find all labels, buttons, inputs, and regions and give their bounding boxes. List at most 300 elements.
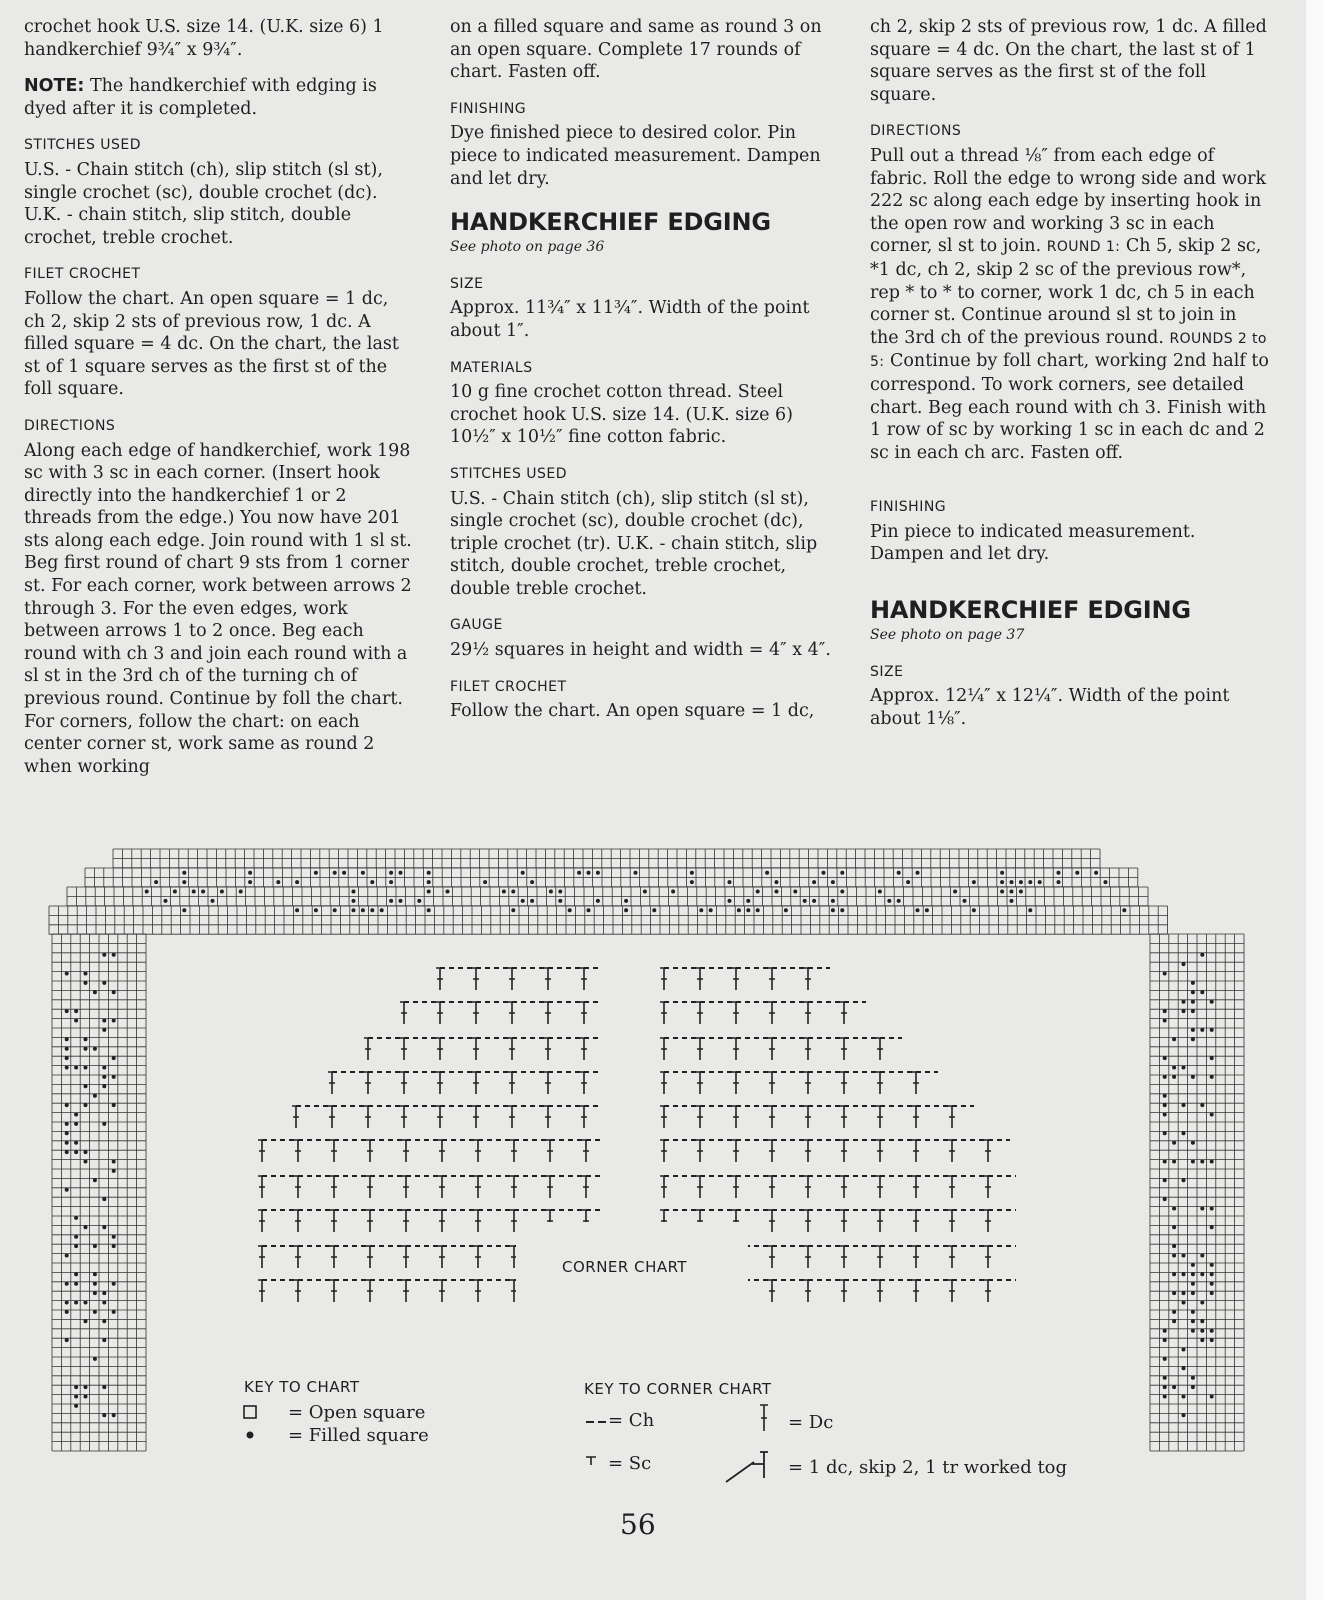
filet-heading: FILET CROCHET — [24, 266, 141, 283]
dc-symbol — [510, 1176, 518, 1198]
filled-square — [239, 890, 243, 894]
key-dc-text: = Dc — [788, 1412, 834, 1433]
dc-symbol — [696, 968, 704, 990]
see-photo-note: See photo on page 36 — [450, 239, 605, 256]
filled-square — [812, 899, 816, 903]
filled-square — [112, 990, 116, 994]
filled-square — [1172, 1075, 1176, 1079]
filled-square — [1163, 1338, 1167, 1342]
dc-symbol — [330, 1210, 338, 1232]
filet-grid — [49, 849, 1244, 1451]
filled-square — [1182, 1291, 1186, 1295]
filled-square — [1182, 1178, 1186, 1182]
key-sc-text: = Sc — [608, 1453, 652, 1474]
stitches-text: U.S. - Chain stitch (ch), slip stitch (sl st), single crochet (sc), double crochet (dc), triple crochet (tr). U.K. - chain stitch, slip stitch, double crochet, treble crochet, double treble crochet. — [450, 488, 818, 599]
dc-symbol — [696, 1140, 704, 1162]
see-photo-note: See photo on page 37 — [870, 627, 1025, 644]
dc-symbol — [292, 1106, 300, 1128]
note-label: NOTE: — [24, 76, 85, 97]
filled-square — [65, 1282, 69, 1286]
filled-square — [906, 880, 910, 884]
dc-symbol — [580, 1002, 588, 1024]
filled-square — [521, 871, 525, 875]
filled-square — [102, 1197, 106, 1201]
dc-symbol — [948, 1210, 956, 1232]
dc-symbol — [580, 1038, 588, 1060]
filled-square — [295, 908, 299, 912]
filled-square — [1200, 1254, 1204, 1258]
filled-square — [1019, 880, 1023, 884]
filled-square — [587, 871, 591, 875]
filled-square — [822, 871, 826, 875]
filled-square — [65, 1037, 69, 1041]
filled-square — [1163, 1075, 1167, 1079]
dc-symbol — [508, 968, 516, 990]
filled-square — [1210, 1113, 1214, 1117]
filled-square — [1210, 1329, 1214, 1333]
filled-square — [276, 880, 280, 884]
filled-square — [775, 890, 779, 894]
filled-square — [93, 1244, 97, 1248]
filled-square — [1182, 1272, 1186, 1276]
dc-symbol — [660, 1038, 668, 1060]
dc-symbol — [984, 1176, 992, 1198]
filled-square — [1200, 1028, 1204, 1032]
filled-square — [93, 1094, 97, 1098]
filled-square — [84, 1160, 88, 1164]
filled-square — [65, 1188, 69, 1192]
filled-square — [1210, 1272, 1214, 1276]
dc-symbol — [840, 1246, 848, 1268]
dc-symbol — [330, 1246, 338, 1268]
filled-square — [1210, 1338, 1214, 1342]
dc-symbol — [948, 1280, 956, 1302]
filled-square — [93, 1272, 97, 1276]
filled-square — [182, 880, 186, 884]
filled-square — [1010, 890, 1014, 894]
filled-square — [211, 899, 215, 903]
filled-square — [1057, 871, 1061, 875]
rounds-label: ROUNDS 2 to 5: — [870, 330, 1267, 371]
filled-square — [1094, 871, 1098, 875]
dc-symbol — [474, 1280, 482, 1302]
filled-square — [1075, 871, 1079, 875]
filled-square — [1191, 990, 1195, 994]
dc-symbol — [732, 1072, 740, 1094]
filled-square — [74, 1244, 78, 1248]
filled-square — [1163, 1197, 1167, 1201]
dc-symbol — [804, 1210, 812, 1232]
dc-symbol — [732, 1140, 740, 1162]
directions-heading: DIRECTIONS — [24, 417, 116, 434]
dc-symbol — [580, 1106, 588, 1128]
dc-symbol — [912, 1106, 920, 1128]
corner-chart-label: CORNER CHART — [562, 1258, 688, 1276]
dc-symbol — [876, 1106, 884, 1128]
filled-square — [248, 880, 252, 884]
filled-square — [145, 890, 149, 894]
filled-square — [1172, 1225, 1176, 1229]
filled-square — [1010, 899, 1014, 903]
filled-square — [74, 1235, 78, 1239]
filled-square — [1200, 1160, 1204, 1164]
filled-square — [587, 908, 591, 912]
filled-square — [624, 899, 628, 903]
filled-square — [925, 908, 929, 912]
filled-square — [1200, 1301, 1204, 1305]
dc-symbol — [508, 1038, 516, 1060]
finishing-text: Pin piece to indicated measurement. Dampen and let dry. — [870, 521, 1196, 565]
filled-square — [84, 1150, 88, 1154]
filled-square — [93, 990, 97, 994]
filled-square — [1191, 1000, 1195, 1004]
dc-symbol — [366, 1210, 374, 1232]
filled-square — [1191, 1160, 1195, 1164]
filled-square — [1172, 1244, 1176, 1248]
size-text: Approx. 12¼″ x 12¼″. Width of the point about 1⅛″. — [870, 686, 1230, 729]
dc-symbol — [438, 1210, 446, 1232]
filled-square — [1191, 1329, 1195, 1333]
page-number: 56 — [620, 1508, 656, 1541]
filled-square — [1172, 1066, 1176, 1070]
dc-symbol — [840, 1210, 848, 1232]
dc-symbol — [582, 1140, 590, 1162]
filled-square — [1163, 1395, 1167, 1399]
filled-square — [1200, 1207, 1204, 1211]
filled-square — [1210, 1075, 1214, 1079]
filled-square — [728, 880, 732, 884]
filled-square — [74, 1009, 78, 1013]
filled-square — [1163, 1056, 1167, 1060]
filled-square — [1057, 880, 1061, 884]
filet-heading: FILET CROCHET — [450, 678, 567, 695]
filled-square — [690, 880, 694, 884]
filled-square — [154, 880, 158, 884]
dc-symbol — [804, 968, 812, 990]
dc-symbol — [364, 1038, 372, 1060]
dc-symbol — [330, 1176, 338, 1198]
filled-square — [1191, 1319, 1195, 1323]
filled-square — [1182, 1009, 1186, 1013]
filled-square — [380, 908, 384, 912]
filled-square — [1172, 1385, 1176, 1389]
filled-square — [112, 1169, 116, 1173]
dc-symbol — [438, 1176, 446, 1198]
dc-symbol — [366, 1280, 374, 1302]
dc-symbol — [364, 1072, 372, 1094]
dc-symbol — [660, 968, 668, 990]
round1-label: ROUND 1: — [1046, 239, 1121, 256]
filled-square-icon — [247, 1432, 254, 1439]
filled-square — [65, 1150, 69, 1154]
dc-symbol — [804, 1140, 812, 1162]
continued-text: on a filled square and same as round 3 on an open square. Complete 17 rounds of chart. Fasten off. — [450, 17, 822, 83]
filled-square — [399, 871, 403, 875]
filled-square — [1163, 1094, 1167, 1098]
filled-square — [65, 1141, 69, 1145]
dc-symbol — [660, 1106, 668, 1128]
filled-square — [65, 1056, 69, 1060]
dc-symbol — [840, 1140, 848, 1162]
filled-square — [112, 1103, 116, 1107]
filled-square — [93, 1047, 97, 1051]
filled-square — [84, 1225, 88, 1229]
dc-symbol — [804, 1246, 812, 1268]
dc-symbol — [732, 1002, 740, 1024]
dc-symbol — [984, 1210, 992, 1232]
dc-key-icon — [760, 1405, 768, 1431]
dc-symbol — [804, 1038, 812, 1060]
filled-square — [84, 972, 88, 976]
key-ch-text: = Ch — [608, 1410, 655, 1431]
filled-square — [102, 1291, 106, 1295]
filled-square — [1172, 1272, 1176, 1276]
dc-symbol — [472, 1106, 480, 1128]
dc-symbol — [438, 1246, 446, 1268]
dc-symbol — [510, 1140, 518, 1162]
filled-square — [953, 890, 957, 894]
filled-square — [558, 890, 562, 894]
filled-square — [1163, 972, 1167, 976]
filled-square — [963, 899, 967, 903]
filled-square — [728, 899, 732, 903]
filled-square — [352, 899, 356, 903]
filled-square — [102, 1028, 106, 1032]
filled-square — [502, 890, 506, 894]
filled-square — [1163, 1019, 1167, 1023]
filled-square — [427, 880, 431, 884]
dc-symbol — [400, 1106, 408, 1128]
filled-square — [361, 908, 365, 912]
filled-square — [1210, 1395, 1214, 1399]
dc-symbol — [876, 1038, 884, 1060]
dc-symbol — [768, 1038, 776, 1060]
dc-symbol — [768, 1280, 776, 1302]
filled-square — [1163, 1160, 1167, 1164]
dc-symbol — [912, 1210, 920, 1232]
filled-square — [84, 981, 88, 985]
round1-text: Ch 5, skip 2 sc, *1 dc, ch 2, skip 2 sc of the previous row*, rep * to * to corner, work 1 dc, ch 5 in each corner st. Continue around sl st to join in the 3rd ch of the previous round. — [870, 236, 1262, 348]
dc-symbol — [330, 1140, 338, 1162]
dc-symbol — [876, 1176, 884, 1198]
filled-square — [74, 1216, 78, 1220]
filled-square — [1163, 1131, 1167, 1135]
filled-square — [427, 890, 431, 894]
dc-symbol — [582, 1176, 590, 1198]
filled-square — [1028, 880, 1032, 884]
filled-square — [577, 871, 581, 875]
dc-symbol — [508, 1106, 516, 1128]
filled-square — [74, 1150, 78, 1154]
dc-symbol — [840, 1106, 848, 1128]
filled-square — [112, 1244, 116, 1248]
filled-square — [1163, 1376, 1167, 1380]
filled-square — [84, 1395, 88, 1399]
filled-square — [765, 871, 769, 875]
filled-square — [93, 1310, 97, 1314]
dc-symbol — [876, 1280, 884, 1302]
directions-text: Along each edge of handkerchief, work 198 sc with 3 sc in each corner. (Insert hook directly into the handkerchief 1 or 2 threads from the edge.) You now have 201 sts along each edge. Join round with 1 sl st. Beg first round of chart 9 sts from 1 corner st. For each corner, work between arrows 2 through 3. For the even edges, work between arrows 1 to 2 once. Beg each round with ch 3 and join each round with a sl st in the 3rd ch of the turning ch of previous round. Continue by foll the chart. For corners, follow the chart: on each center corner st, work same as round 2 when working — [24, 440, 412, 777]
dc-symbol — [912, 1072, 920, 1094]
filled-square — [671, 890, 675, 894]
dc-symbol — [402, 1140, 410, 1162]
dc-symbol — [436, 1002, 444, 1024]
filled-square — [1182, 1366, 1186, 1370]
filled-square — [1122, 908, 1126, 912]
filled-square — [352, 908, 356, 912]
filled-square — [74, 1019, 78, 1023]
filled-square — [112, 1056, 116, 1060]
filled-square — [182, 908, 186, 912]
filled-square — [65, 1254, 69, 1258]
filled-square — [972, 880, 976, 884]
filled-square — [74, 1272, 78, 1276]
filled-square — [65, 1066, 69, 1070]
size-heading: SIZE — [450, 275, 484, 292]
filled-square — [74, 1282, 78, 1286]
note-text: The handkerchief with edging is dyed after it is completed. — [24, 76, 377, 119]
dc-symbol — [294, 1246, 302, 1268]
filled-square — [84, 1301, 88, 1305]
section-title: HANDKERCHIEF EDGING — [870, 596, 1191, 625]
filled-squares — [65, 871, 1214, 1418]
filled-square — [1038, 880, 1042, 884]
filled-square — [1200, 953, 1204, 957]
dc-symbol — [984, 1140, 992, 1162]
filled-square — [1191, 981, 1195, 985]
filled-square — [102, 1075, 106, 1079]
filled-square — [916, 871, 920, 875]
filled-square — [1210, 1028, 1214, 1032]
filled-square — [1172, 1037, 1176, 1041]
filled-square — [1191, 1385, 1195, 1389]
filled-square — [1200, 1103, 1204, 1107]
filled-square — [1104, 880, 1108, 884]
dc-symbol — [768, 968, 776, 990]
grid-lines — [85, 868, 1138, 887]
materials-text: 10 g fine crochet cotton thread. Steel crochet hook U.S. size 14. (U.K. size 6) 10½″ x 10½″ fine cotton fabric. — [450, 382, 793, 448]
filled-square — [624, 908, 628, 912]
filled-square — [1000, 871, 1004, 875]
filled-square — [102, 1385, 106, 1389]
filled-square — [1210, 1207, 1214, 1211]
key-tog-text: = 1 dc, skip 2, 1 tr worked tog — [788, 1457, 1068, 1478]
dc-symbol — [472, 1072, 480, 1094]
filled-square — [746, 899, 750, 903]
filled-square — [201, 890, 205, 894]
dc-symbol — [696, 1002, 704, 1024]
dc-symbol — [876, 1140, 884, 1162]
materials-heading: MATERIALS — [450, 359, 533, 376]
dc-symbol — [768, 1072, 776, 1094]
filled-square — [803, 899, 807, 903]
filled-square — [1182, 1348, 1186, 1352]
dc-symbol — [472, 1002, 480, 1024]
dc-symbol — [804, 1280, 812, 1302]
stitches-heading: STITCHES USED — [450, 465, 568, 482]
filled-square — [65, 972, 69, 976]
filled-square — [361, 871, 365, 875]
filled-square — [643, 890, 647, 894]
dc-symbol — [544, 1002, 552, 1024]
filled-square — [1191, 1009, 1195, 1013]
filled-square — [102, 953, 106, 957]
filled-square — [370, 908, 374, 912]
dc-symbol — [580, 968, 588, 990]
dc-symbol — [912, 1176, 920, 1198]
dc-symbol — [474, 1246, 482, 1268]
filled-square — [1210, 1291, 1214, 1295]
gauge-heading: GAUGE — [450, 617, 503, 634]
filled-square — [1182, 1103, 1186, 1107]
finishing-heading: FINISHING — [870, 499, 947, 516]
filled-square — [1182, 962, 1186, 966]
filled-square — [972, 908, 976, 912]
filled-square — [699, 908, 703, 912]
dc-symbol — [546, 1176, 554, 1198]
dc-symbol — [732, 968, 740, 990]
filled-square — [1191, 1263, 1195, 1267]
dc-symbol — [948, 1106, 956, 1128]
dc-symbol — [580, 1072, 588, 1094]
filled-square — [342, 871, 346, 875]
filled-square — [74, 1141, 78, 1145]
filled-square — [65, 1310, 69, 1314]
filled-square — [84, 1066, 88, 1070]
dc-symbol — [660, 1140, 668, 1162]
filled-square — [916, 908, 920, 912]
dc-symbol — [402, 1246, 410, 1268]
dc-symbol — [912, 1140, 920, 1162]
filled-square — [112, 1413, 116, 1417]
filled-square — [65, 1009, 69, 1013]
dc-symbol — [438, 1140, 446, 1162]
dc-symbol — [876, 1210, 884, 1232]
filled-square — [314, 871, 318, 875]
dc-symbol — [768, 1002, 776, 1024]
filled-square — [102, 1225, 106, 1229]
sc-key-icon — [586, 1457, 596, 1465]
filled-square — [1191, 1272, 1195, 1276]
filled-square — [878, 890, 882, 894]
gauge-text: 29½ squares in height and width = 4″ x 4″. — [450, 640, 831, 661]
filled-square — [93, 1178, 97, 1182]
filled-square — [1191, 1291, 1195, 1295]
filled-square — [65, 1338, 69, 1342]
filled-square — [1163, 1113, 1167, 1117]
filled-square — [1172, 1141, 1176, 1145]
grid-lines — [49, 906, 1168, 934]
filled-square — [1163, 1357, 1167, 1361]
dc-symbol — [732, 1038, 740, 1060]
dc-symbol — [508, 1072, 516, 1094]
dc-symbol — [364, 1106, 372, 1128]
filled-square — [182, 871, 186, 875]
filled-square — [1163, 1178, 1167, 1182]
dc-symbol — [294, 1280, 302, 1302]
filled-square — [511, 908, 515, 912]
filled-square — [1182, 1395, 1186, 1399]
filled-square — [164, 899, 168, 903]
filled-square — [521, 899, 525, 903]
dc-symbol — [912, 1246, 920, 1268]
size-heading: SIZE — [870, 663, 904, 680]
filled-square — [93, 1357, 97, 1361]
section-title: HANDKERCHIEF EDGING — [450, 208, 771, 237]
filled-square — [112, 1282, 116, 1286]
filled-square — [1163, 1103, 1167, 1107]
filled-square — [84, 1319, 88, 1323]
